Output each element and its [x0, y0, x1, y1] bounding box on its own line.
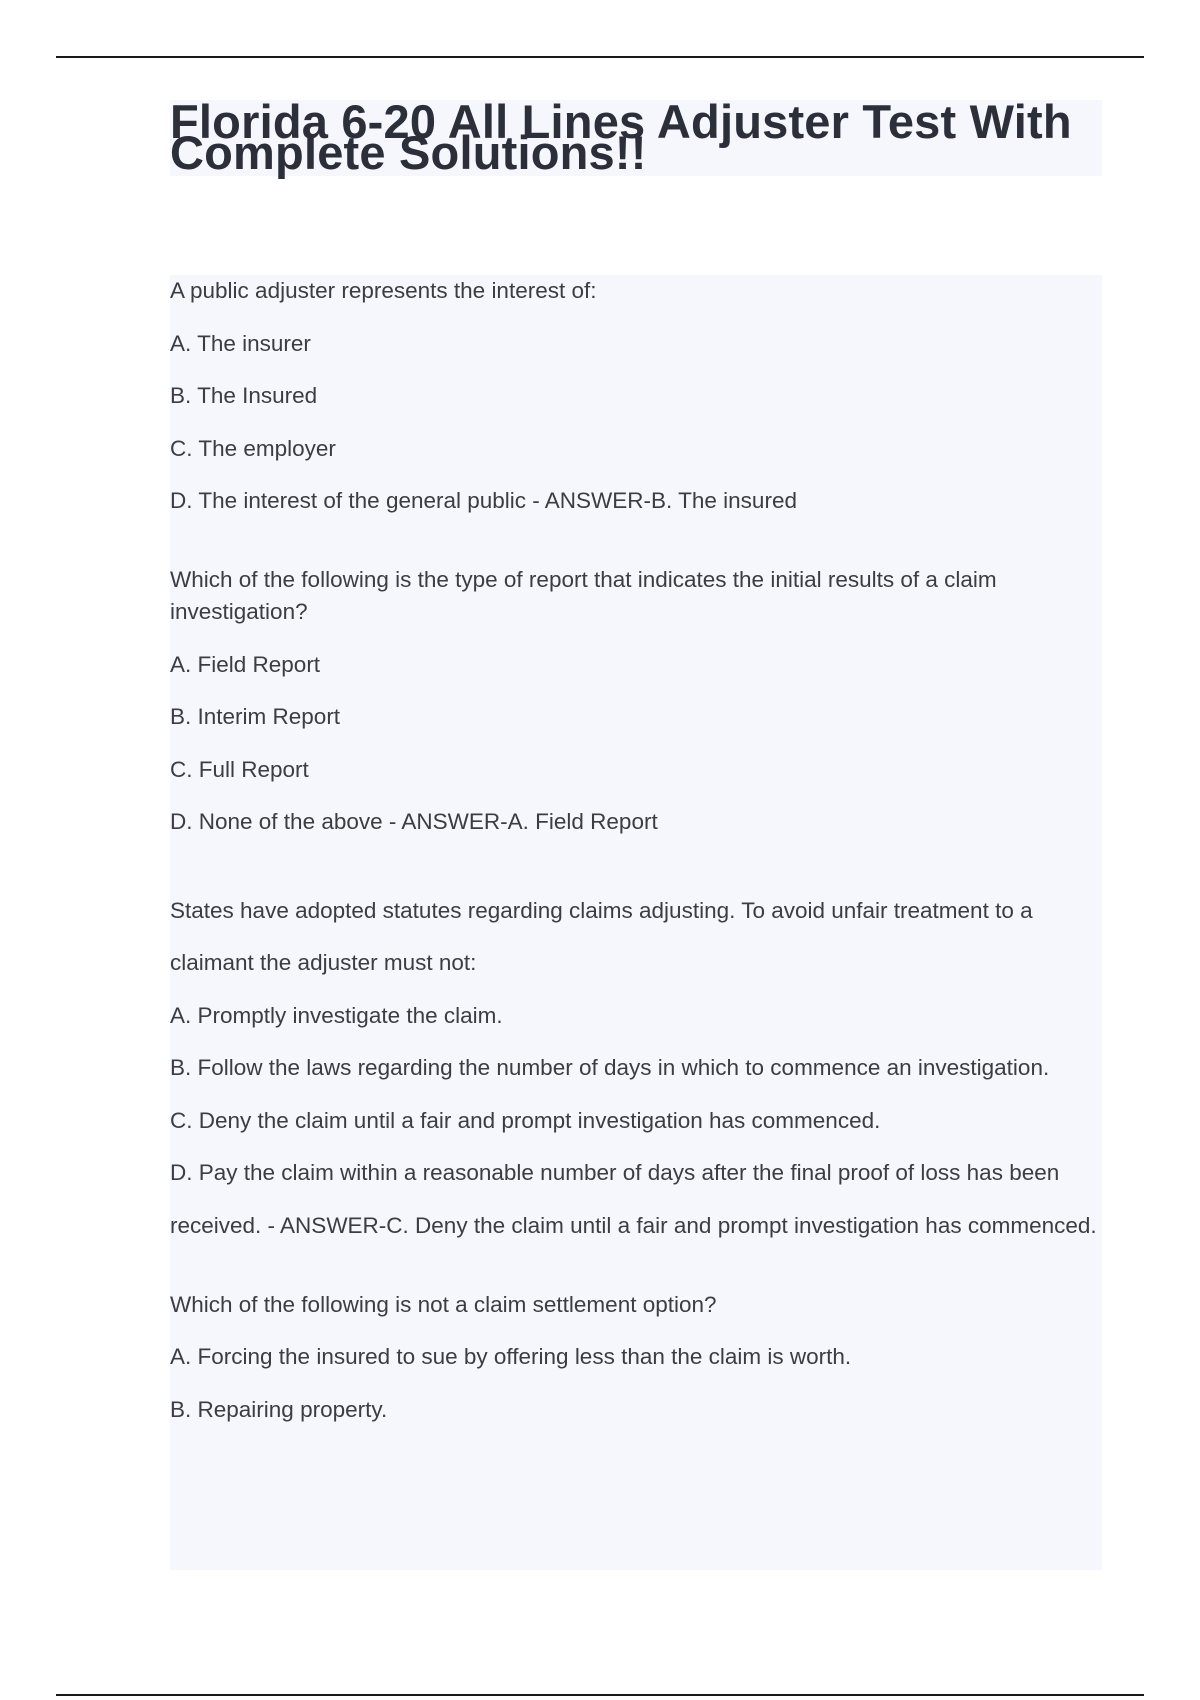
question-2: [170, 564, 1102, 838]
question-3-option-a: A. Promptly investigate the claim.: [170, 1002, 503, 1028]
question-1-option-c: C. The employer: [170, 435, 336, 461]
question-1-stem: A public adjuster represents the interest of:: [170, 278, 597, 303]
question-2-option-c: C. Full Report: [170, 756, 309, 782]
question-3: [170, 885, 1102, 1242]
question-4-option-a: A. Forcing the insured to sue by offering less than the claim is worth.: [170, 1344, 852, 1369]
document-title: Florida 6-20 All Lines Adjuster Test With Complete Solutions!!: [170, 95, 1072, 179]
question-3-stem-line-2: claimant the adjuster must not:: [170, 950, 477, 975]
question-2-option-b: B. Interim Report: [170, 704, 341, 729]
question-2-option-a: A. Field Report: [170, 651, 321, 677]
question-4-stem: Which of the following is not a claim settlement option?: [170, 1291, 717, 1317]
question-3-option-d: D. Pay the claim within a reasonable number of days after the final proof of loss has been: [170, 1160, 1060, 1185]
bottom-rule: [56, 1694, 1144, 1696]
question-2-stem: Which of the following is the type of report that indicates the initial results of a claim investigation?: [170, 567, 997, 624]
question-3-answer: received. - ANSWER-C. Deny the claim until a fair and prompt investigation has commenced.: [170, 1212, 1097, 1238]
title-block: [170, 95, 1102, 179]
question-1-option-d-answer: D. The interest of the general public - ANSWER-B. The insured: [170, 488, 797, 513]
question-1: [170, 275, 1102, 517]
question-1-option-b: B. The Insured: [170, 383, 318, 408]
top-rule: [56, 56, 1144, 58]
question-3-stem-line-1: States have adopted statutes regarding claims adjusting. To avoid unfair treatment to a: [170, 898, 1033, 923]
question-list: [170, 275, 1102, 1570]
question-4-option-b: B. Repairing property.: [170, 1396, 388, 1422]
question-3-option-b: B. Follow the laws regarding the number of days in which to commence an investigation.: [170, 1055, 1050, 1080]
question-4: [170, 1289, 1102, 1426]
question-2-option-d-answer: D. None of the above - ANSWER-A. Field Report: [170, 809, 658, 834]
question-3-option-c: C. Deny the claim until a fair and prompt investigation has commenced.: [170, 1107, 881, 1133]
question-1-option-a: A. The insurer: [170, 330, 311, 356]
